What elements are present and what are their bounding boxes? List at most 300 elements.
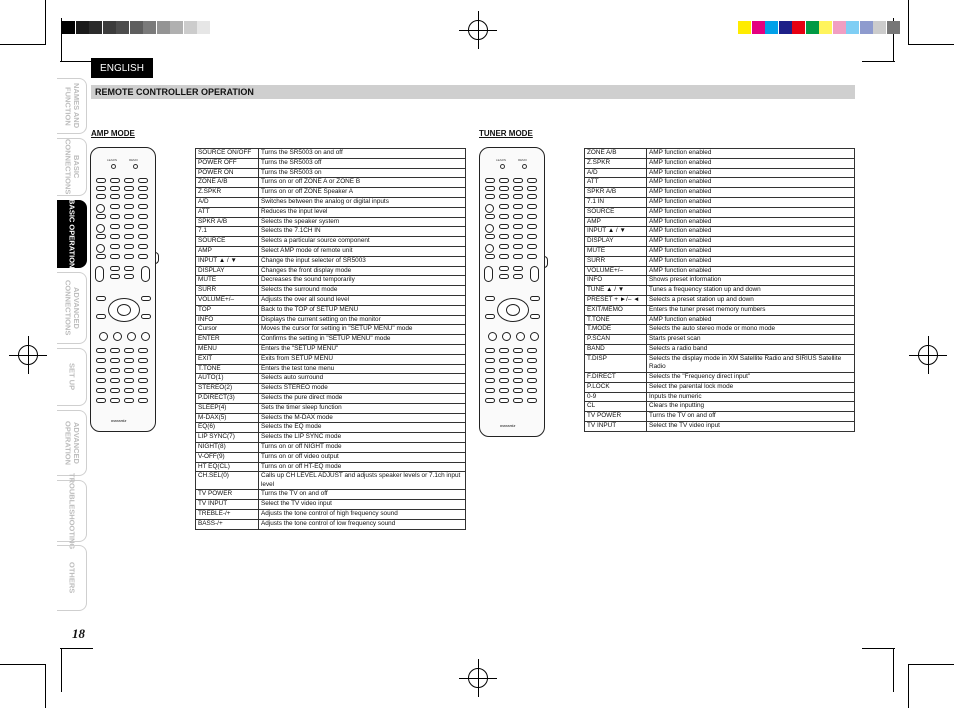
button-name-cell: TUNE ▲ / ▼ xyxy=(585,286,647,296)
table-row xyxy=(196,266,466,276)
table-row xyxy=(196,305,466,315)
amp-mode-table xyxy=(195,148,466,530)
remote-button xyxy=(124,178,134,183)
function-cell: Enters the test tone menu xyxy=(259,364,466,374)
button-name-cell: EXIT/MEMO xyxy=(585,305,647,315)
remote-button xyxy=(513,234,523,239)
table-row xyxy=(196,276,466,286)
function-cell: Switches between the analog or digital inputs xyxy=(259,197,466,207)
table-row xyxy=(196,246,466,256)
function-cell: Select the parental lock mode xyxy=(647,382,855,392)
function-cell: AMP function enabled xyxy=(647,266,855,276)
button-name-cell: SLEEP(4) xyxy=(196,403,259,413)
remote-button xyxy=(138,214,148,219)
button-name-cell: SPKR A/B xyxy=(585,188,647,198)
remote-button xyxy=(499,204,509,209)
function-cell: Adjusts the tone control of low frequency sound xyxy=(259,519,466,529)
table-row xyxy=(196,519,466,529)
remote-button xyxy=(138,204,148,209)
function-cell: Adjusts the over all sound level xyxy=(259,295,466,305)
button-name-cell: T.TONE xyxy=(585,315,647,325)
table-row xyxy=(196,335,466,345)
function-cell: Turns the SR5003 on and off xyxy=(259,149,466,159)
remote-button xyxy=(96,194,106,199)
remote-button xyxy=(484,266,493,282)
button-name-cell: ENTER xyxy=(196,335,259,345)
button-name-cell: MUTE xyxy=(196,276,259,286)
remote-illustration-amp xyxy=(90,147,156,432)
function-cell: Enters the "SETUP MENU" xyxy=(259,344,466,354)
remote-button xyxy=(499,358,509,363)
side-tab-4[interactable] xyxy=(57,272,87,344)
function-cell: Selects the display mode in XM Satellite Radio and SIRIUS Satellite Radio xyxy=(647,354,855,372)
remote-button xyxy=(124,186,134,191)
table-row xyxy=(196,325,466,335)
function-cell: Selects the auto stereo mode or mono mode xyxy=(647,325,855,335)
remote-button xyxy=(513,398,523,403)
color-swatch xyxy=(887,21,900,34)
remote-button xyxy=(513,378,523,383)
button-name-cell: CH.SEL(0) xyxy=(196,472,259,490)
remote-button xyxy=(513,204,523,209)
table-row xyxy=(196,197,466,207)
table-row xyxy=(585,325,855,335)
language-label: ENGLISH xyxy=(91,58,153,78)
table-row xyxy=(585,188,855,198)
button-name-cell: EXIT xyxy=(196,354,259,364)
button-name-cell: POWER OFF xyxy=(196,158,259,168)
gray-swatch xyxy=(62,21,75,34)
button-name-cell: CL xyxy=(585,402,647,412)
button-name-cell: LIP SYNC(7) xyxy=(196,433,259,443)
function-cell: Select AMP mode of remote unit xyxy=(259,246,466,256)
remote-button xyxy=(527,204,537,209)
remote-side-knob xyxy=(544,256,548,268)
button-name-cell: NIGHT(8) xyxy=(196,442,259,452)
table-row xyxy=(585,276,855,286)
table-row xyxy=(585,402,855,412)
function-cell: AMP function enabled xyxy=(647,149,855,159)
remote-enter-button xyxy=(117,304,131,316)
function-cell: Turns on or off ZONE A or ZONE B xyxy=(259,178,466,188)
function-cell: Decreases the sound temporarily xyxy=(259,276,466,286)
table-row xyxy=(585,256,855,266)
table-row xyxy=(585,246,855,256)
remote-button xyxy=(124,358,134,363)
function-cell: Selects STEREO mode xyxy=(259,384,466,394)
remote-button xyxy=(124,204,134,209)
remote-button xyxy=(499,266,509,271)
remote-button xyxy=(527,244,537,249)
side-tab-label: ADVANCED CONNECTIONS xyxy=(63,280,81,336)
remote-button xyxy=(138,244,148,249)
remote-button xyxy=(527,378,537,383)
remote-button xyxy=(138,254,148,259)
remote-button xyxy=(499,178,509,183)
button-name-cell: SURR xyxy=(585,256,647,266)
remote-button xyxy=(138,348,148,353)
remote-button xyxy=(110,214,120,219)
remote-button xyxy=(499,378,509,383)
function-cell: Exits from SETUP MENU xyxy=(259,354,466,364)
remote-button xyxy=(110,186,120,191)
button-name-cell: A/D xyxy=(585,168,647,178)
remote-button xyxy=(499,274,509,279)
table-row xyxy=(196,286,466,296)
table-row xyxy=(196,178,466,188)
function-cell: Selects the EQ mode xyxy=(259,423,466,433)
table-row xyxy=(585,227,855,237)
color-swatch xyxy=(765,21,778,34)
remote-button xyxy=(110,368,120,373)
button-name-cell: HT EQ(CL) xyxy=(196,462,259,472)
table-row xyxy=(196,452,466,462)
remote-button xyxy=(124,214,134,219)
remote-button xyxy=(124,378,134,383)
button-name-cell: DISPLAY xyxy=(585,237,647,247)
remote-button xyxy=(127,332,136,341)
remote-button xyxy=(124,224,134,229)
color-swatch xyxy=(860,21,873,34)
remote-button xyxy=(527,214,537,219)
color-swatch xyxy=(873,21,886,34)
remote-button xyxy=(110,194,120,199)
button-name-cell: Z.SPKR xyxy=(196,188,259,198)
function-cell: AMP function enabled xyxy=(647,168,855,178)
remote-button xyxy=(96,314,106,319)
table-row xyxy=(585,158,855,168)
remote-button xyxy=(513,244,523,249)
button-name-cell: T.TONE xyxy=(196,364,259,374)
button-name-cell: POWER ON xyxy=(196,168,259,178)
function-cell: Turns the SR5003 on xyxy=(259,168,466,178)
remote-button xyxy=(499,244,509,249)
table-row xyxy=(585,372,855,382)
table-row xyxy=(196,315,466,325)
function-cell: Turns on or off NIGHT mode xyxy=(259,442,466,452)
remote-button xyxy=(124,194,134,199)
function-cell: AMP function enabled xyxy=(647,227,855,237)
remote-button xyxy=(513,214,523,219)
side-tab-label: BASIC CONNECTIONS xyxy=(63,139,81,195)
side-tab-6[interactable] xyxy=(57,410,87,476)
remote-button xyxy=(527,398,537,403)
remote-button xyxy=(527,178,537,183)
table-row xyxy=(585,354,855,372)
side-tab-label: BASIC OPERATION xyxy=(67,199,77,269)
button-name-cell: VOLUME+/– xyxy=(585,266,647,276)
remote-illustration-tuner xyxy=(479,147,545,437)
button-name-cell: M-DAX(5) xyxy=(196,413,259,423)
remote-button xyxy=(124,388,134,393)
led-label: REMO xyxy=(518,158,527,162)
led-label: LEARN xyxy=(107,158,118,162)
color-swatch xyxy=(792,21,805,34)
table-row xyxy=(196,354,466,364)
button-name-cell: MUTE xyxy=(585,246,647,256)
remote-button xyxy=(527,254,537,259)
remote-button xyxy=(485,398,495,403)
remote-button xyxy=(513,194,523,199)
table-row xyxy=(585,168,855,178)
function-cell: Tunes a frequency station up and down xyxy=(647,286,855,296)
function-cell: Selects a preset station up and down xyxy=(647,295,855,305)
remote-button xyxy=(138,398,148,403)
remote-button xyxy=(95,266,104,282)
function-cell: Select the TV video input xyxy=(647,421,855,431)
remote-button xyxy=(138,368,148,373)
remote-button xyxy=(527,234,537,239)
function-cell: Selects the 7.1CH IN xyxy=(259,227,466,237)
table-row xyxy=(196,364,466,374)
remote-button xyxy=(141,266,150,282)
remote-button xyxy=(138,358,148,363)
function-cell: AMP function enabled xyxy=(647,158,855,168)
gray-swatch xyxy=(130,21,143,34)
remote-button xyxy=(513,224,523,229)
remote-button xyxy=(527,348,537,353)
remote-button xyxy=(499,398,509,403)
table-row xyxy=(196,500,466,510)
function-cell: Starts preset scan xyxy=(647,335,855,345)
function-cell: AMP function enabled xyxy=(647,197,855,207)
side-tab-5[interactable] xyxy=(57,348,87,406)
table-row xyxy=(196,423,466,433)
function-cell: Reduces the input level xyxy=(259,207,466,217)
button-name-cell: AMP xyxy=(196,246,259,256)
remote-button xyxy=(141,332,150,341)
remote-button xyxy=(499,368,509,373)
remote-button xyxy=(485,348,495,353)
function-cell: AMP function enabled xyxy=(647,178,855,188)
registration-mark-right xyxy=(918,345,938,365)
function-cell: Moves the cursor for setting in "SETUP MENU" mode xyxy=(259,325,466,335)
gray-swatch xyxy=(103,21,116,34)
function-cell: Enters the tuner preset memory numbers xyxy=(647,305,855,315)
remote-button xyxy=(513,348,523,353)
remote-button xyxy=(141,314,151,319)
amp-mode-title: AMP MODE xyxy=(91,129,135,138)
remote-button xyxy=(499,214,509,219)
side-tab-3[interactable] xyxy=(57,200,87,268)
remote-button xyxy=(513,274,523,279)
button-name-cell: MENU xyxy=(196,344,259,354)
remote-button xyxy=(96,204,105,213)
gray-swatch xyxy=(157,21,170,34)
button-name-cell: ZONE A/B xyxy=(585,149,647,159)
remote-cursor-dial xyxy=(108,298,140,322)
button-name-cell: BAND xyxy=(585,344,647,354)
table-row xyxy=(585,149,855,159)
remote-button xyxy=(527,224,537,229)
remote-button xyxy=(499,186,509,191)
remote-brand-logo: marantz xyxy=(111,418,127,423)
button-name-cell: TV POWER xyxy=(196,490,259,500)
button-name-cell: TV INPUT xyxy=(585,421,647,431)
function-cell: Shows preset information xyxy=(647,276,855,286)
table-row xyxy=(196,442,466,452)
remote-button xyxy=(485,244,494,253)
remote-button xyxy=(110,266,120,271)
side-tab-8[interactable] xyxy=(57,545,87,611)
remote-cursor-dial xyxy=(497,298,529,322)
section-title: REMOTE CONTROLLER OPERATION xyxy=(91,85,855,99)
function-cell: Calls up CH LEVEL ADJUST and adjusts speaker levels or 7.1ch input level xyxy=(259,472,466,490)
side-tab-7[interactable] xyxy=(57,472,87,550)
remote-button xyxy=(530,296,540,301)
page-number: 18 xyxy=(72,626,85,641)
button-name-cell: SOURCE xyxy=(585,207,647,217)
registration-mark-left xyxy=(18,345,38,365)
table-row xyxy=(196,344,466,354)
remote-button xyxy=(485,234,495,239)
remote-button xyxy=(110,224,120,229)
remote-button xyxy=(485,178,495,183)
table-row xyxy=(585,295,855,305)
function-cell: Turns on or off HT-EQ mode xyxy=(259,462,466,472)
remote-button xyxy=(138,224,148,229)
remote-button xyxy=(513,368,523,373)
function-cell: AMP function enabled xyxy=(647,315,855,325)
function-cell: Displays the current setting on the monitor xyxy=(259,315,466,325)
remote-button xyxy=(485,358,495,363)
button-name-cell: SOURCE xyxy=(196,237,259,247)
button-name-cell: ATT xyxy=(585,178,647,188)
side-tab-label: NAMES AND FUNCTION xyxy=(63,83,81,129)
remote-button xyxy=(124,254,134,259)
side-tab-label: OTHERS xyxy=(67,562,77,594)
button-name-cell: PRESET + ►/– ◄ xyxy=(585,295,647,305)
remote-button xyxy=(110,358,120,363)
table-row xyxy=(196,158,466,168)
remote-button xyxy=(124,244,134,249)
side-tab-label: TROUBLESHOOTING xyxy=(67,472,77,550)
table-row xyxy=(196,207,466,217)
function-cell: Back to the TOP of SETUP MENU xyxy=(259,305,466,315)
table-row xyxy=(196,237,466,247)
function-cell: Selects the "Frequency direct input" xyxy=(647,372,855,382)
button-name-cell: F.DIRECT xyxy=(585,372,647,382)
function-cell: Selects a particular source component xyxy=(259,237,466,247)
remote-button xyxy=(513,178,523,183)
function-cell: Selects auto surround xyxy=(259,374,466,384)
table-row xyxy=(196,462,466,472)
remote-button xyxy=(138,194,148,199)
remote-button xyxy=(96,234,106,239)
table-row xyxy=(585,315,855,325)
function-cell: Adjusts the tone control of high frequency sound xyxy=(259,510,466,520)
remote-button xyxy=(485,378,495,383)
table-row xyxy=(196,188,466,198)
button-name-cell: BASS-/+ xyxy=(196,519,259,529)
remote-enter-button xyxy=(506,304,520,316)
function-cell: AMP function enabled xyxy=(647,256,855,266)
table-row xyxy=(585,412,855,422)
table-row xyxy=(585,266,855,276)
button-name-cell: TREBLE-/+ xyxy=(196,510,259,520)
button-name-cell: 7.1 xyxy=(196,227,259,237)
remote-button xyxy=(110,244,120,249)
led-label: REMO xyxy=(129,158,138,162)
button-name-cell: INFO xyxy=(585,276,647,286)
table-row xyxy=(585,382,855,392)
table-row xyxy=(196,149,466,159)
color-swatch xyxy=(833,21,846,34)
remote-button xyxy=(110,388,120,393)
function-cell: Inputs the numeric xyxy=(647,392,855,402)
function-cell: AMP function enabled xyxy=(647,188,855,198)
table-row xyxy=(585,392,855,402)
function-cell: Changes the front display mode xyxy=(259,266,466,276)
table-row xyxy=(196,374,466,384)
table-row xyxy=(196,256,466,266)
table-row xyxy=(585,286,855,296)
remote-button xyxy=(110,348,120,353)
remote-button xyxy=(110,204,120,209)
remote-button xyxy=(96,224,105,233)
function-cell: AMP function enabled xyxy=(647,207,855,217)
remote-button xyxy=(513,388,523,393)
remote-button xyxy=(138,178,148,183)
function-cell: Turns the TV on and off xyxy=(647,412,855,422)
button-name-cell: V-OFF(9) xyxy=(196,452,259,462)
remote-button xyxy=(124,274,134,279)
remote-button xyxy=(110,254,120,259)
remote-button xyxy=(516,332,525,341)
button-name-cell: TOP xyxy=(196,305,259,315)
table-row xyxy=(585,335,855,345)
function-cell: AMP function enabled xyxy=(647,246,855,256)
button-name-cell: 7.1 IN xyxy=(585,197,647,207)
button-name-cell: 0-9 xyxy=(585,392,647,402)
function-cell: Sets the timer sleep function xyxy=(259,403,466,413)
remote-button xyxy=(96,398,106,403)
gray-swatch xyxy=(143,21,156,34)
remote-button xyxy=(502,332,511,341)
remote-button xyxy=(124,234,134,239)
button-name-cell: SPKR A/B xyxy=(196,217,259,227)
button-name-cell: STEREO(2) xyxy=(196,384,259,394)
function-cell: Turns the TV on and off xyxy=(259,490,466,500)
remote-button xyxy=(485,204,494,213)
side-tab-label: SET UP xyxy=(67,363,77,391)
side-tab-1[interactable] xyxy=(57,78,87,134)
color-swatch xyxy=(846,21,859,34)
remote-button xyxy=(499,224,509,229)
button-name-cell: A/D xyxy=(196,197,259,207)
table-row xyxy=(196,472,466,490)
remote-button xyxy=(485,254,495,259)
remote-button xyxy=(96,368,106,373)
remote-button xyxy=(124,398,134,403)
remote-button xyxy=(99,332,108,341)
table-row xyxy=(196,403,466,413)
remote-button xyxy=(530,332,539,341)
color-swatch xyxy=(738,21,751,34)
remote-button xyxy=(527,186,537,191)
side-tab-2[interactable] xyxy=(57,138,87,196)
button-name-cell: INFO xyxy=(196,315,259,325)
table-row xyxy=(196,227,466,237)
button-name-cell: INPUT ▲ / ▼ xyxy=(196,256,259,266)
button-name-cell: AMP xyxy=(585,217,647,227)
function-cell: Selects the speaker system xyxy=(259,217,466,227)
table-row xyxy=(196,413,466,423)
led-indicator xyxy=(111,164,116,169)
button-name-cell: ZONE A/B xyxy=(196,178,259,188)
button-name-cell: P.SCAN xyxy=(585,335,647,345)
table-row xyxy=(585,217,855,227)
